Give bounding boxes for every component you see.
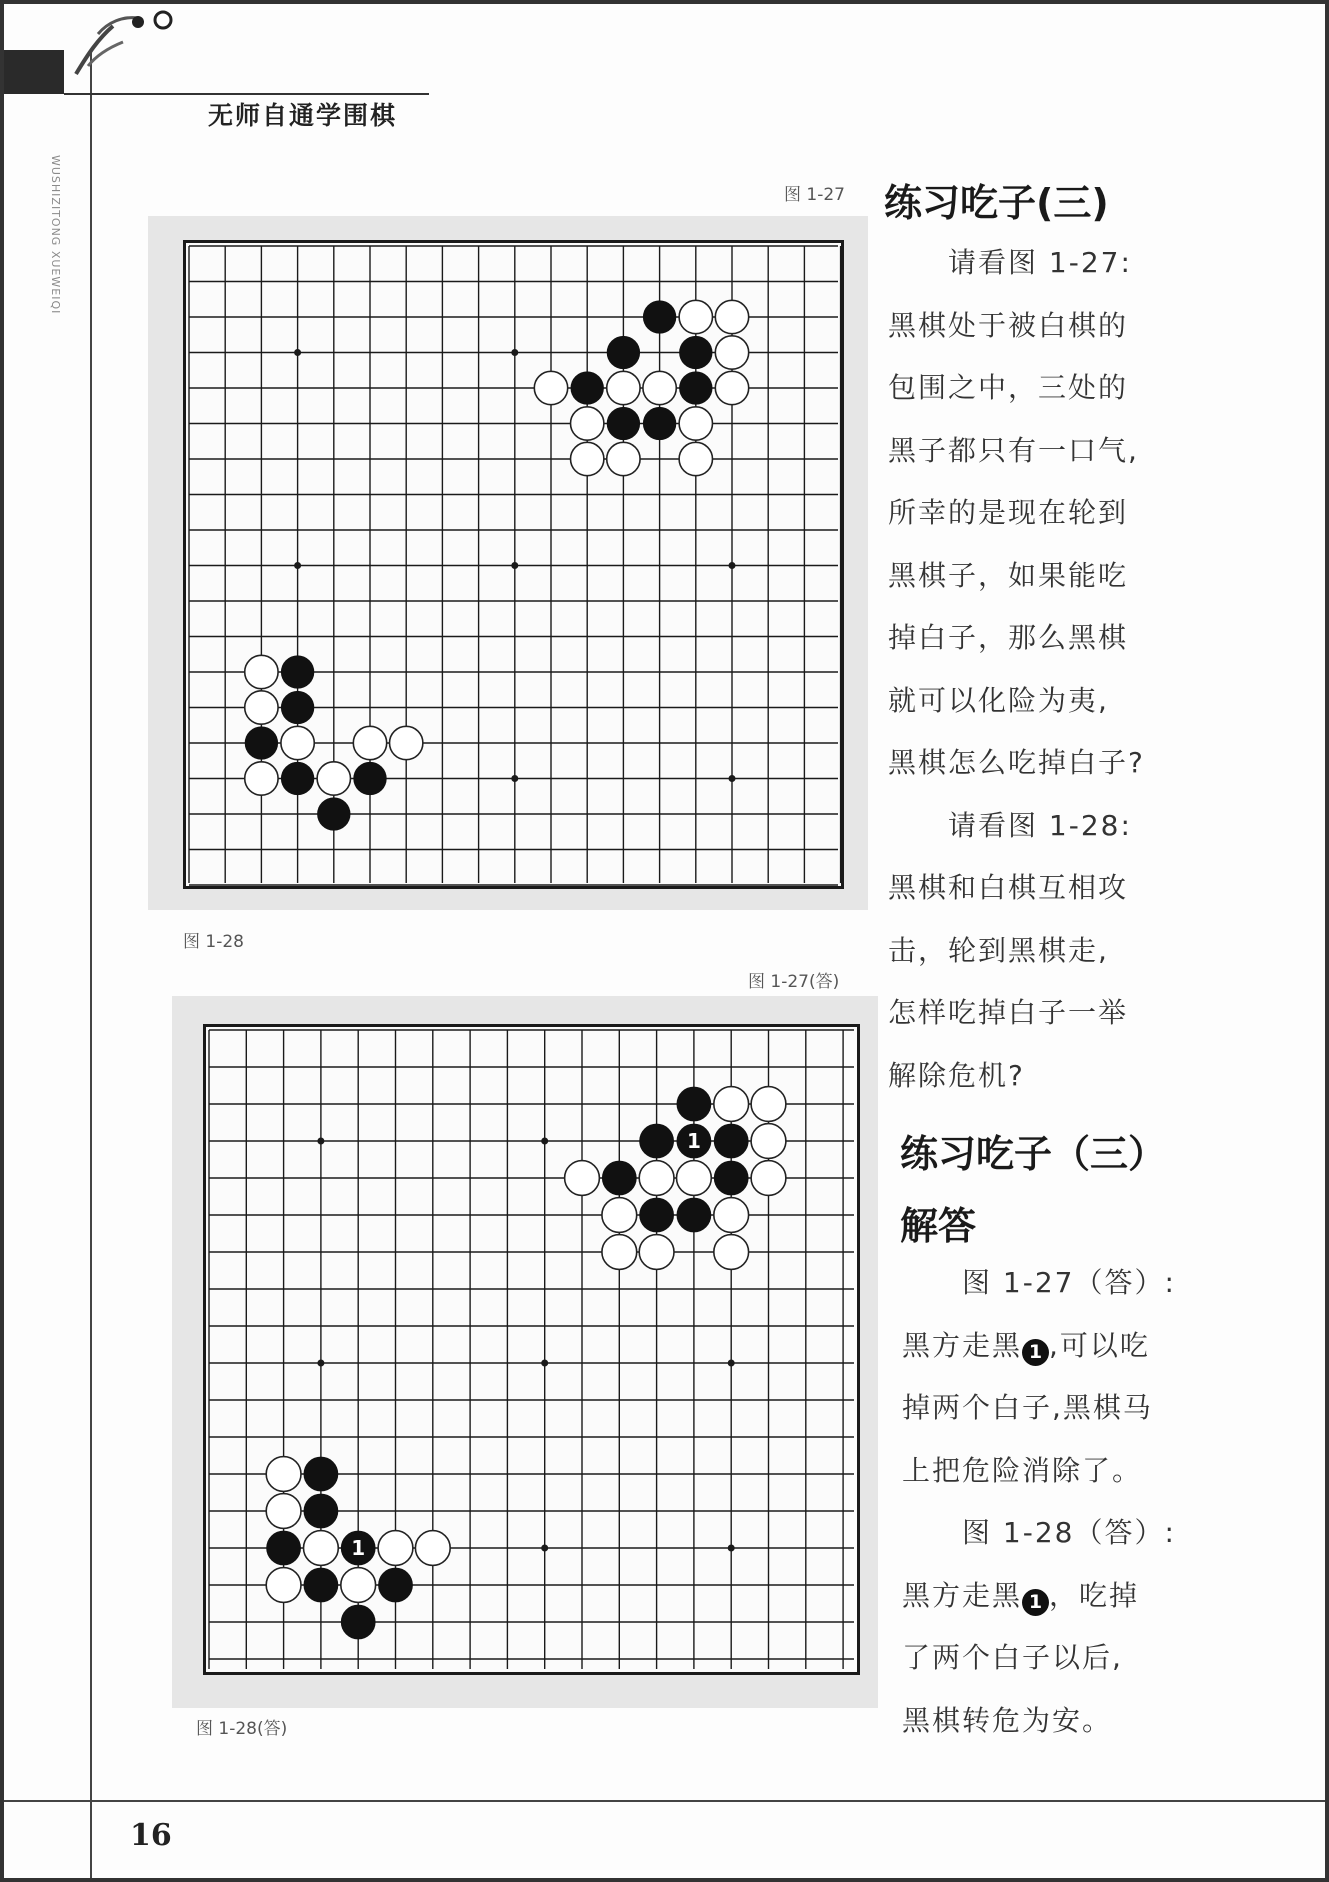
margin-rule	[90, 50, 92, 1878]
star-point	[541, 1545, 548, 1552]
white-stone	[715, 336, 748, 369]
black-stone	[281, 762, 314, 795]
white-stone	[266, 1494, 301, 1529]
star-point	[294, 562, 301, 569]
black-stone	[281, 691, 314, 724]
white-stone	[715, 300, 748, 333]
white-stone	[714, 1235, 749, 1270]
black-stone	[677, 1087, 712, 1122]
text-line: 请看图 1-28:	[948, 808, 1132, 842]
text-line: 图 1-27（答）:	[962, 1266, 1176, 1299]
white-stone	[607, 371, 640, 404]
answer-title	[900, 1118, 1166, 1262]
text-line: 就可以化险为夷,	[888, 683, 1109, 717]
text-line: 了两个白子以后,	[902, 1641, 1123, 1674]
white-stone	[245, 691, 278, 724]
page-number: 16	[130, 1818, 172, 1853]
text-line: 包围之中，三处的	[888, 371, 1129, 404]
white-stone	[639, 1235, 674, 1270]
white-stone	[714, 1087, 749, 1122]
go-board-fig-1-27	[183, 240, 844, 889]
white-stone	[565, 1161, 600, 1196]
star-point	[511, 775, 518, 782]
white-stone	[390, 726, 423, 759]
text-line: 解除危机?	[888, 1058, 1025, 1092]
black-stone	[714, 1161, 749, 1196]
text-line: 掉白子，那么黑棋	[888, 621, 1129, 654]
move-number: 1	[686, 1129, 701, 1153]
text-line	[902, 1565, 1202, 1628]
black-stone	[304, 1568, 339, 1603]
section2-text	[902, 1252, 1202, 1752]
star-point	[728, 1545, 735, 1552]
chapter-tab	[4, 50, 64, 94]
white-stone	[378, 1531, 413, 1566]
black-stone-1-icon: 1	[1022, 1589, 1049, 1616]
white-stone	[415, 1531, 450, 1566]
star-point	[511, 562, 518, 569]
star-point	[729, 775, 736, 782]
white-stone	[602, 1235, 637, 1270]
black-stone	[304, 1457, 339, 1492]
text-line: 掉两个白子,黑棋马	[902, 1391, 1153, 1424]
black-stone	[639, 1198, 674, 1233]
text-line: 黑棋子，如果能吃	[888, 558, 1129, 592]
text-line	[902, 1315, 1202, 1378]
black-stone	[245, 726, 278, 759]
board-fig-1-27-svg	[186, 243, 841, 886]
star-point	[317, 1360, 324, 1367]
text-line: 所幸的是现在轮到	[888, 496, 1129, 529]
black-stone-1-icon: 1	[1022, 1339, 1049, 1366]
go-board-fig-1-28-answer	[203, 1024, 860, 1675]
section1-text	[888, 232, 1188, 1107]
white-stone	[602, 1198, 637, 1233]
white-stone	[245, 762, 278, 795]
text-line: 黑棋处于被白棋的	[888, 308, 1129, 342]
text-line: 黑子都只有一口气,	[888, 433, 1139, 467]
black-stone	[341, 1605, 376, 1640]
white-stone	[341, 1568, 376, 1603]
star-point	[728, 1360, 735, 1367]
black-stone	[607, 407, 640, 440]
text-line: 请看图 1-27:	[948, 246, 1132, 279]
white-stone	[304, 1531, 339, 1566]
black-stone	[639, 1124, 674, 1159]
white-stone	[643, 371, 676, 404]
black-stone	[602, 1161, 637, 1196]
white-stone	[281, 726, 314, 759]
black-stone	[643, 407, 676, 440]
white-stone	[534, 371, 567, 404]
black-stone	[643, 300, 676, 333]
text-line: 黑棋怎么吃掉白子?	[888, 746, 1145, 779]
star-point	[729, 562, 736, 569]
text-run: 黑方走黑	[902, 1328, 1023, 1362]
star-point	[541, 1360, 548, 1367]
text-run: 黑方走黑	[902, 1578, 1023, 1612]
board-fig-1-28-answer-svg	[206, 1027, 857, 1672]
text-run: ，吃掉	[1049, 1578, 1140, 1612]
caption-fig-1-27: 图 1-27	[784, 185, 845, 205]
white-stone	[715, 371, 748, 404]
white-stone	[751, 1087, 786, 1122]
black-stone	[714, 1124, 749, 1159]
answer-title-line: 练习吃子（三）	[900, 1132, 1167, 1176]
white-stone	[679, 442, 712, 475]
star-point	[511, 349, 518, 356]
black-stone	[571, 371, 604, 404]
text-line: 击，轮到黑棋走,	[888, 933, 1109, 967]
caption-fig-1-28: 图 1-28	[183, 932, 244, 952]
black-stone	[304, 1494, 339, 1529]
white-stone	[353, 726, 386, 759]
text-line: 图 1-28（答）:	[962, 1516, 1176, 1549]
white-stone	[245, 655, 278, 688]
text-line: 黑棋转危为安。	[902, 1703, 1113, 1737]
header-rule	[64, 93, 429, 95]
text-line: 上把危险消除了。	[902, 1453, 1143, 1487]
caption-fig-1-27-answer: 图 1-27(答)	[748, 972, 840, 992]
black-stone	[607, 336, 640, 369]
black-stone	[317, 797, 350, 830]
white-stone	[639, 1161, 674, 1196]
black-stone	[677, 1198, 712, 1233]
answer-title-line: 解答	[900, 1204, 977, 1248]
text-run: ,可以吃	[1049, 1328, 1150, 1362]
black-stone	[353, 762, 386, 795]
section-title: 练习吃子(三)	[884, 181, 1109, 225]
footer-rule	[4, 1800, 1325, 1802]
white-stone	[266, 1568, 301, 1603]
star-point	[541, 1138, 548, 1145]
white-stone	[751, 1161, 786, 1196]
white-stone	[679, 300, 712, 333]
side-text: WUSHIZITONG XUEWEIQI	[49, 155, 62, 315]
white-stone	[317, 762, 350, 795]
black-stone	[281, 655, 314, 688]
text-line: 黑棋和白棋互相攻	[888, 871, 1129, 904]
black-stone	[679, 336, 712, 369]
white-stone	[571, 442, 604, 475]
white-stone	[571, 407, 604, 440]
white-stone	[714, 1198, 749, 1233]
caption-fig-1-28-answer: 图 1-28(答)	[196, 1719, 288, 1739]
white-stone	[266, 1457, 301, 1492]
white-stone	[607, 442, 640, 475]
white-stone	[751, 1124, 786, 1159]
black-stone	[266, 1531, 301, 1566]
star-point	[294, 349, 301, 356]
white-stone	[679, 407, 712, 440]
black-stone	[679, 371, 712, 404]
white-stone	[677, 1161, 712, 1196]
go-logo-icon	[68, 4, 178, 84]
text-line: 怎样吃掉白子一举	[888, 996, 1129, 1029]
move-number: 1	[351, 1536, 366, 1560]
running-head: 无师自通学围棋	[208, 101, 398, 130]
star-point	[317, 1138, 324, 1145]
black-stone	[378, 1568, 413, 1603]
